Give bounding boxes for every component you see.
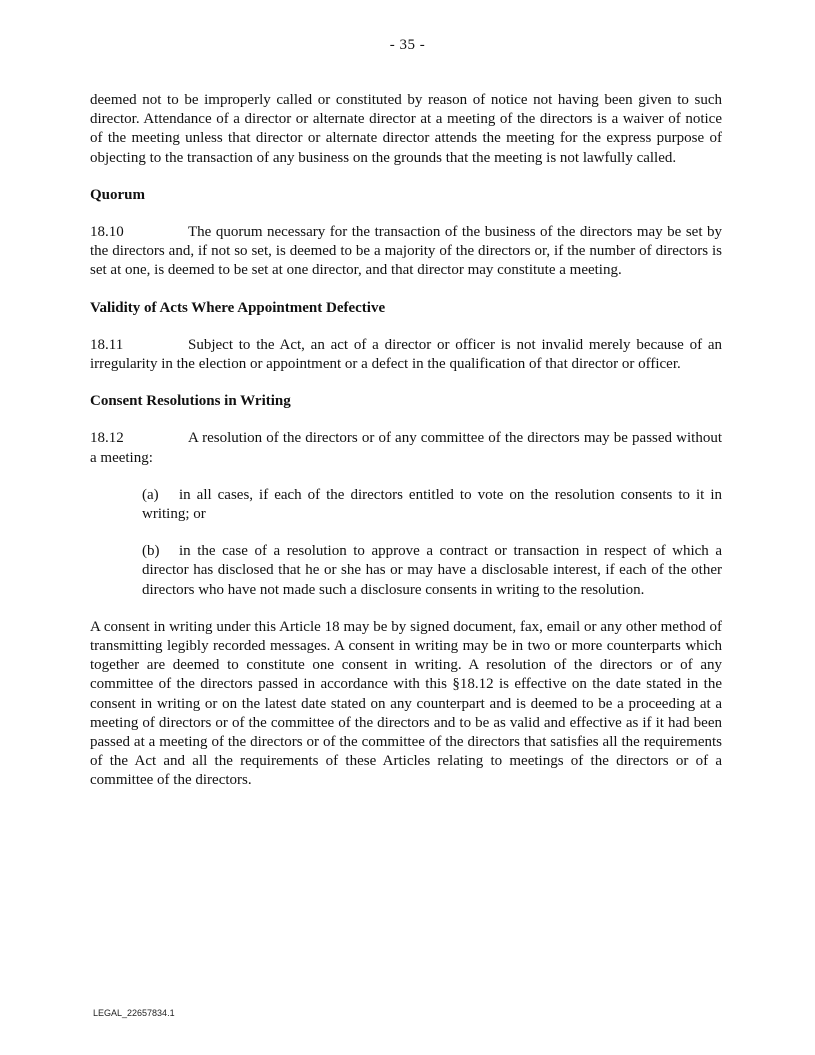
sub-item-text: in all cases, if each of the directors entitled to vote on the resolution consents to it in writing; or [142, 486, 722, 523]
clause-18-12 [90, 429, 722, 467]
page-number: - 35 - [389, 37, 426, 53]
document-footer-id: LEGAL_22657834.1 [93, 1008, 175, 1018]
clause-number: 18.11 [90, 336, 124, 353]
document-body [90, 91, 722, 791]
clause-number: 18.10 [90, 224, 124, 241]
section-heading-validity: Validity of Acts Where Appointment Defective [90, 299, 386, 316]
section-heading-quorum: Quorum [90, 186, 146, 203]
clause-18-10 [90, 223, 722, 281]
continuation-paragraph: deemed not to be improperly called or constituted by reason of notice not having been given to such director. Attendance of a director or alternate director at a meeting of the directors is a waiver of notice of the meeting unless that director or alternate director attends the meeting for the express purpose of objecting to the transaction of any business on the grounds that the meeting is not lawfully called. [90, 92, 722, 166]
closing-paragraph: A consent in writing under this Article 18 may be by signed document, fax, email or any other method of transmitting legibly recorded messages. A consent in writing may be in two or more counterparts which together are deemed to constitute one consent in writing. A resolution of the directors or of any committee of the directors passed in accordance with this §18.12 is effective on the date stated in the consent in writing or on the latest date stated on any counterpart and is deemed to be a proceeding at a meeting of directors or of the committee of the directors and to be as valid and effective as if it had been passed at a meeting of the directors or of the committee of the directors that satisfies all the requirements of the Act and all the requirements of these Articles relating to meetings of the directors or of a committee of the directors. [90, 618, 722, 789]
sub-item-text: in the case of a resolution to approve a contract or transaction in respect of which a director has disclosed that he or she has or may have a disclosable interest, if each of the other directors who have not made such a disclosure consents in writing to the resolution. [142, 543, 722, 598]
sub-item-a [142, 486, 722, 524]
clause-text: A resolution of the directors or of any committee of the directors may be passed without a meeting: [90, 430, 722, 466]
clause-text: The quorum necessary for the transaction of the business of the directors may be set by the directors and, if not so set, is deemed to be a majority of the directors or, if the number of directors is set at one, is deemed to be set at one director, and that director may constitute a meeting. [90, 224, 722, 279]
clause-18-11 [90, 336, 722, 374]
clause-number: 18.12 [90, 430, 124, 447]
sub-item-label: (a) [142, 486, 159, 503]
sub-item-b [142, 542, 722, 600]
clause-text: Subject to the Act, an act of a director or officer is not invalid merely because of an irregularity in the election or appointment or a defect in the qualification of that director or officer. [90, 336, 722, 373]
sub-item-label: (b) [142, 543, 160, 560]
section-heading-consent: Consent Resolutions in Writing [90, 393, 291, 410]
